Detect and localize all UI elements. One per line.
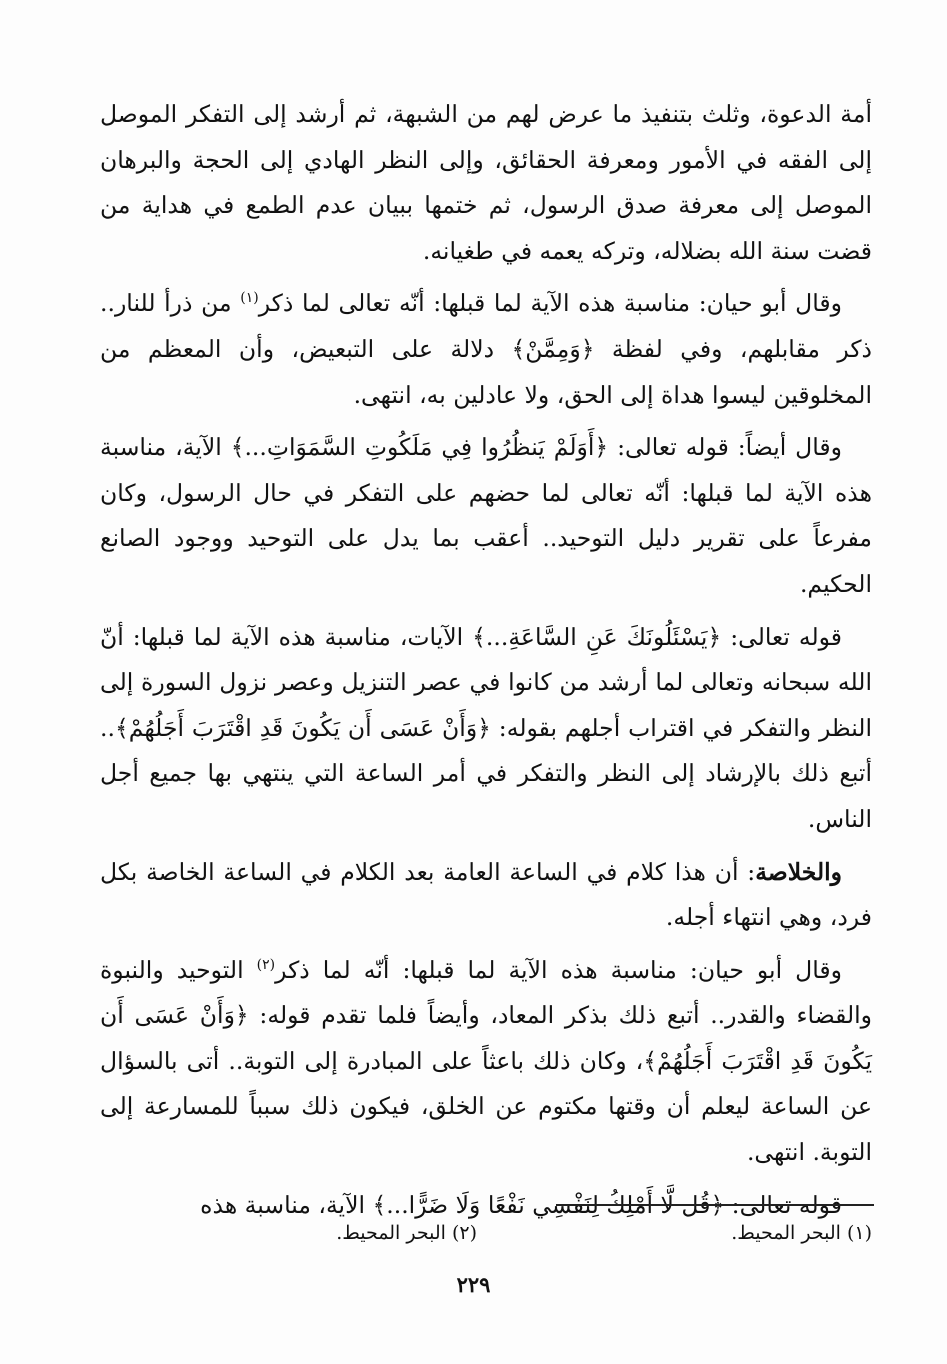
main-text [100, 92, 872, 1235]
footnote-divider [556, 1204, 874, 1206]
summary-lead: والخلاصة [755, 857, 842, 886]
paragraph-5: والخلاصة: أن هذا كلام في الساعة العامة بعد الكلام في الساعة الخاصة بكل فرد، وهي انتهاء أجله. [100, 857, 872, 932]
footnote-2: (٢) البحر المحيط. [336, 1222, 477, 1244]
footnote-ref-2[interactable]: (٢) [256, 956, 276, 973]
paragraph-2: وقال أبو حيان: مناسبة هذه الآية لما قبلها: أنّه تعالى لما ذكر$^{(١)}$ من ذرأ للنار.. ذكر مقابلهم، وفي لفظة ﴿وَمِمَّنْ﴾ دلالة على التبعيض، وأن المعظم من المخلوقين ليسوا هداة إلى الحق، ولا عادلين به، انتهى. [100, 289, 872, 409]
footnotes [100, 1218, 872, 1248]
page-number: ٢٢٩ [456, 1272, 491, 1297]
paragraph-7: قوله تعالى: ﴿قُل لَّا أَمْلِكُ لِنَفْسِي نَفْعًا وَلَا ضَرًّا...﴾ الآية، مناسبة هذه [200, 1190, 842, 1219]
paragraph-6: وقال أبو حيان: مناسبة هذه الآية لما قبلها: أنّه لما ذكر$^{(٢)}$ التوحيد والنبوة والقضاء والقدر.. أتبع ذلك بذكر المعاد، وأيضاً فلما تقدم قوله: ﴿وَأَنْ عَسَى أَن يَكُونَ قَدِ اقْتَرَبَ أَجَلُهُمْ﴾، وكان ذلك باعثاً على المبادرة إلى التوبة.. أتى بالسؤال عن الساعة ليعلم أن وقتها مكتوم عن الخلق، فيكون ذلك سبباً للمسارعة إلى التوبة. انتهى. [100, 955, 872, 1167]
paragraph-3: وقال أيضاً: قوله تعالى: ﴿أَوَلَمْ يَنظُرُوا فِي مَلَكُوتِ السَّمَوَاتِ...﴾ الآية، مناسبة هذه الآية لما قبلها: أنّه تعالى لما حضهم على التفكر في حال الرسول، وكان مفرعاً على تقرير دليل التوحيد.. أعقب بما يدل على التوحيد ووجود الصانع الحكيم. [100, 433, 872, 598]
paragraph-4: قوله تعالى: ﴿يَسْئَلُونَكَ عَنِ السَّاعَةِ...﴾ الآيات، مناسبة هذه الآية لما قبلها: أنّ الله سبحانه وتعالى لما أرشد من كانوا في عصر التنزيل وعصر نزول السورة إلى النظر والتفكر في اقتراب أجلهم بقوله: ﴿وَأَنْ عَسَى أَن يَكُونَ قَدِ اقْتَرَبَ أَجَلُهُمْ﴾.. أتبع ذلك بالإرشاد إلى النظر والتفكر في أمر الساعة التي ينتهي بها جميع أجل الناس. [100, 622, 872, 833]
footnote-1: (١) البحر المحيط. [731, 1222, 872, 1244]
footnote-ref-1[interactable]: (١) [240, 290, 259, 307]
paragraph-1: أمة الدعوة، وثلث بتنفيذ ما عرض لهم من الشبهة، ثم أرشد إلى التفكر الموصل إلى الفقه في الأمور ومعرفة الحقائق، وإلى النظر الهادي إلى الحجة والبرهان الموصل إلى معرفة صدق الرسول، ثم ختمها ببيان عدم الطمع في هداية من قضت سنة الله بضلاله، وتركه يعمه في طغيانه. [100, 100, 872, 265]
